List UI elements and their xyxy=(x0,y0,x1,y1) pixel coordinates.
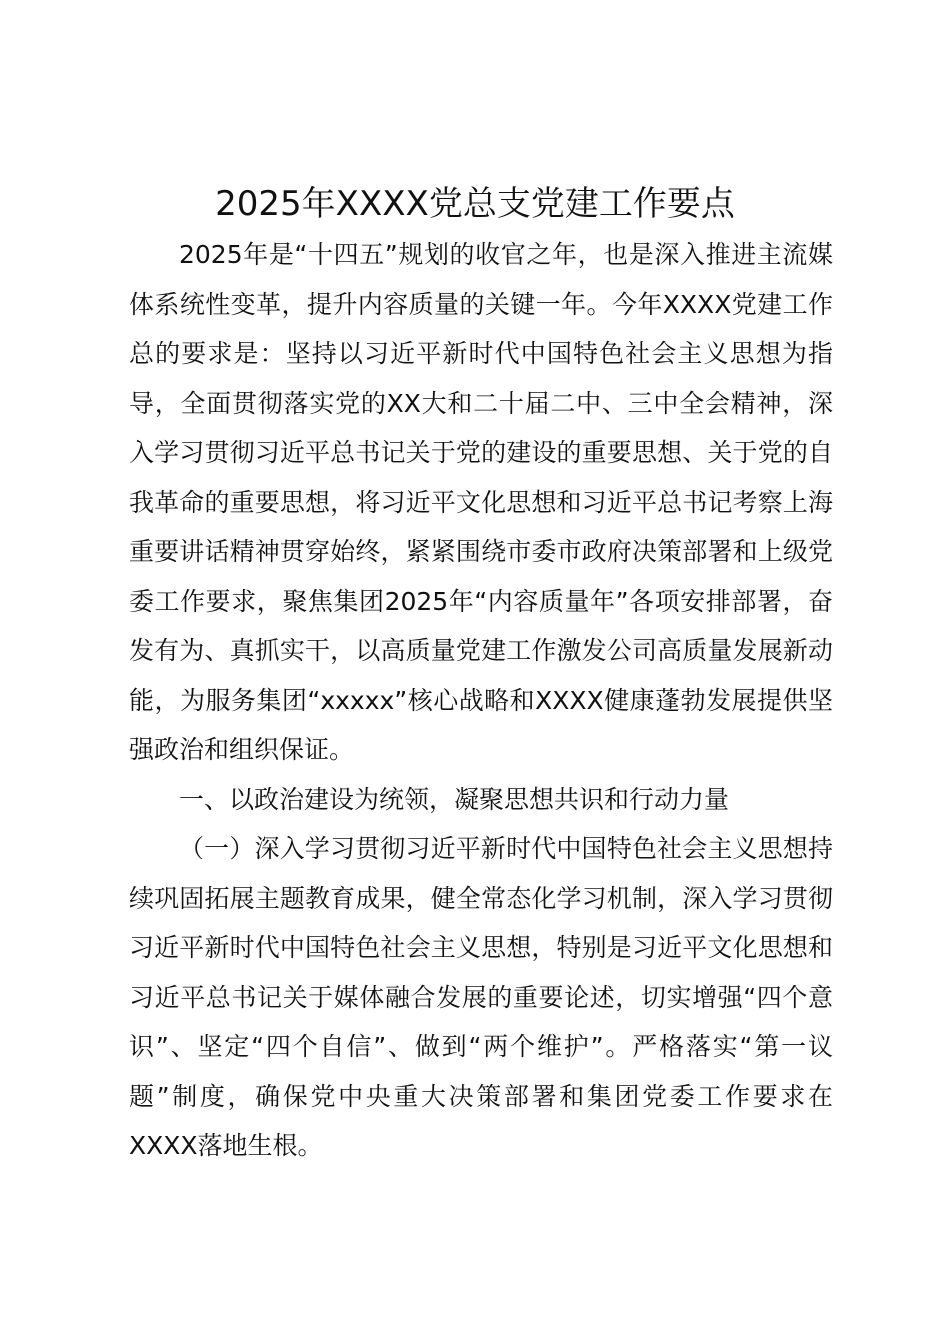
intro-paragraph: 2025年是“十四五”规划的收官之年，也是深入推进主流媒体系统性变革，提升内容质量的关键一年。今年XXXX党建工作总的要求是：坚持以习近平新时代中国特色社会主义思想为指导，全面贯彻落实党的XX大和二十届二中、三中全会精神，深入学习贯彻习近平总书记关于党的建设的重要思想、关于党的自我革命的重要思想，将习近平文化思想和习近平总书记考察上海重要讲话精神贯穿始终，紧紧围绕市委市政府决策部署和上级党委工作要求，聚焦集团2025年“内容质量年”各项安排部署，奋发有为、真抓实干，以高质量党建工作激发公司高质量发展新动能，为服务集团“xxxxx”核心战略和XXXX健康蓬勃发展提供坚强政治和组织保证。 xyxy=(129,240,833,764)
section-heading: 一、以政治建设为统领，凝聚思想共识和行动力量 xyxy=(179,784,730,814)
document-title: 2025年XXXX党总支党建工作要点 xyxy=(215,184,735,224)
document-body xyxy=(129,230,833,1171)
subsection-paragraph: （一）深入学习贯彻习近平新时代中国特色社会主义思想持续巩固拓展主题教育成果，健全常态化学习机制，深入学习贯彻习近平新时代中国特色社会主义思想，特别是习近平文化思想和习近平总书记关于媒体融合发展的重要论述，切实增强“四个意识”、坚定“四个自信”、做到“两个维护”。严格落实“第一议题”制度，确保党中央重大决策部署和集团党委工作要求在XXXX落地生根。 xyxy=(129,834,833,1160)
